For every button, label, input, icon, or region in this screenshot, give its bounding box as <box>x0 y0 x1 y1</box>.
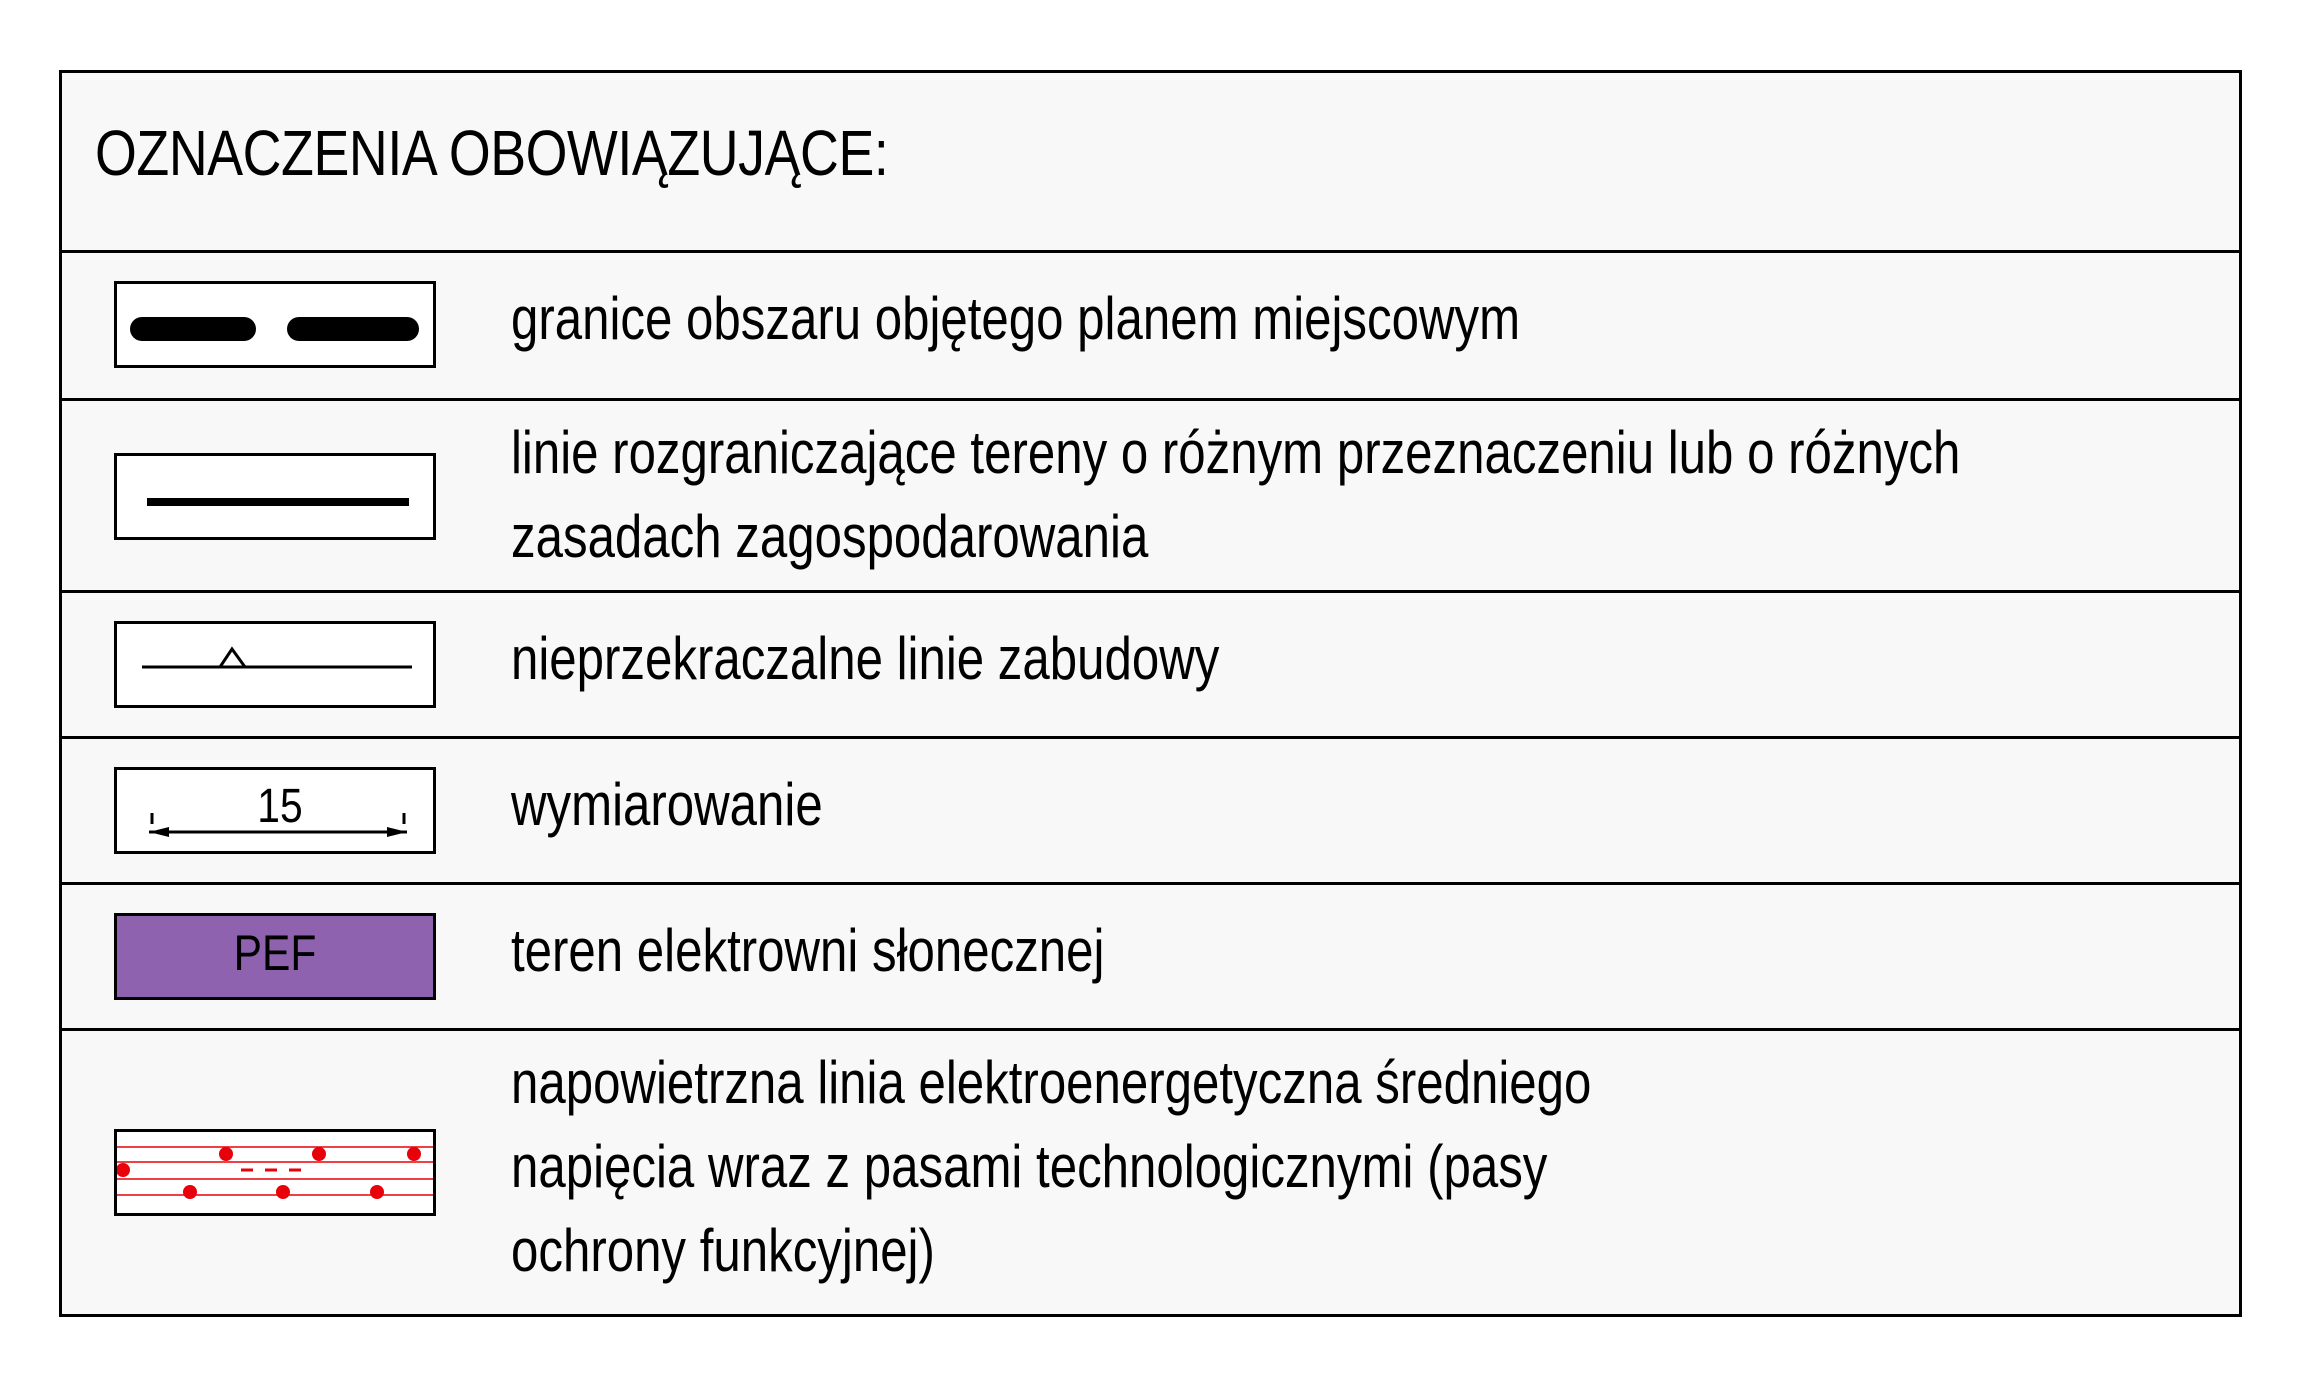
legend-title: OZNACZENIA OBOWIĄZUJĄCE: <box>95 117 889 189</box>
pef-code: PEF <box>233 925 317 981</box>
legend-row-pef <box>62 882 2239 1028</box>
legend-row-demarcation <box>62 398 2239 590</box>
legend-row-building-line <box>62 590 2239 736</box>
legend-row-description: teren elektrowni słonecznej <box>511 917 1105 984</box>
legend-row-description: napowietrzna linia elektroenergetyczna średniego napięcia wraz z pasami technologicznymi (pasy ochrony funkcyjnej) <box>511 1049 1592 1284</box>
legend-header <box>62 73 2239 250</box>
building-line-triangle-icon <box>114 621 436 708</box>
dashed-boundary-line-icon <box>114 281 436 368</box>
legend-row-description: wymiarowanie <box>511 771 823 838</box>
power-line-icon <box>114 1129 436 1216</box>
solid-line-icon <box>114 453 436 540</box>
legend-table <box>59 70 2242 1317</box>
legend-row-description: linie rozgraniczające tereny o różnym przeznaczeniu lub o różnych zasadach zagospodarowania <box>511 419 1961 570</box>
legend-row-plan-boundary <box>62 250 2239 398</box>
pef-area-swatch <box>114 913 436 1000</box>
legend-row-description: granice obszaru objętego planem miejscowym <box>511 285 1521 352</box>
dimension-line-icon <box>114 767 436 854</box>
legend-row-description: nieprzekraczalne linie zabudowy <box>511 625 1220 692</box>
legend-row-dimension <box>62 736 2239 882</box>
legend-row-power-line <box>62 1028 2239 1314</box>
dimension-value: 15 <box>257 779 303 833</box>
